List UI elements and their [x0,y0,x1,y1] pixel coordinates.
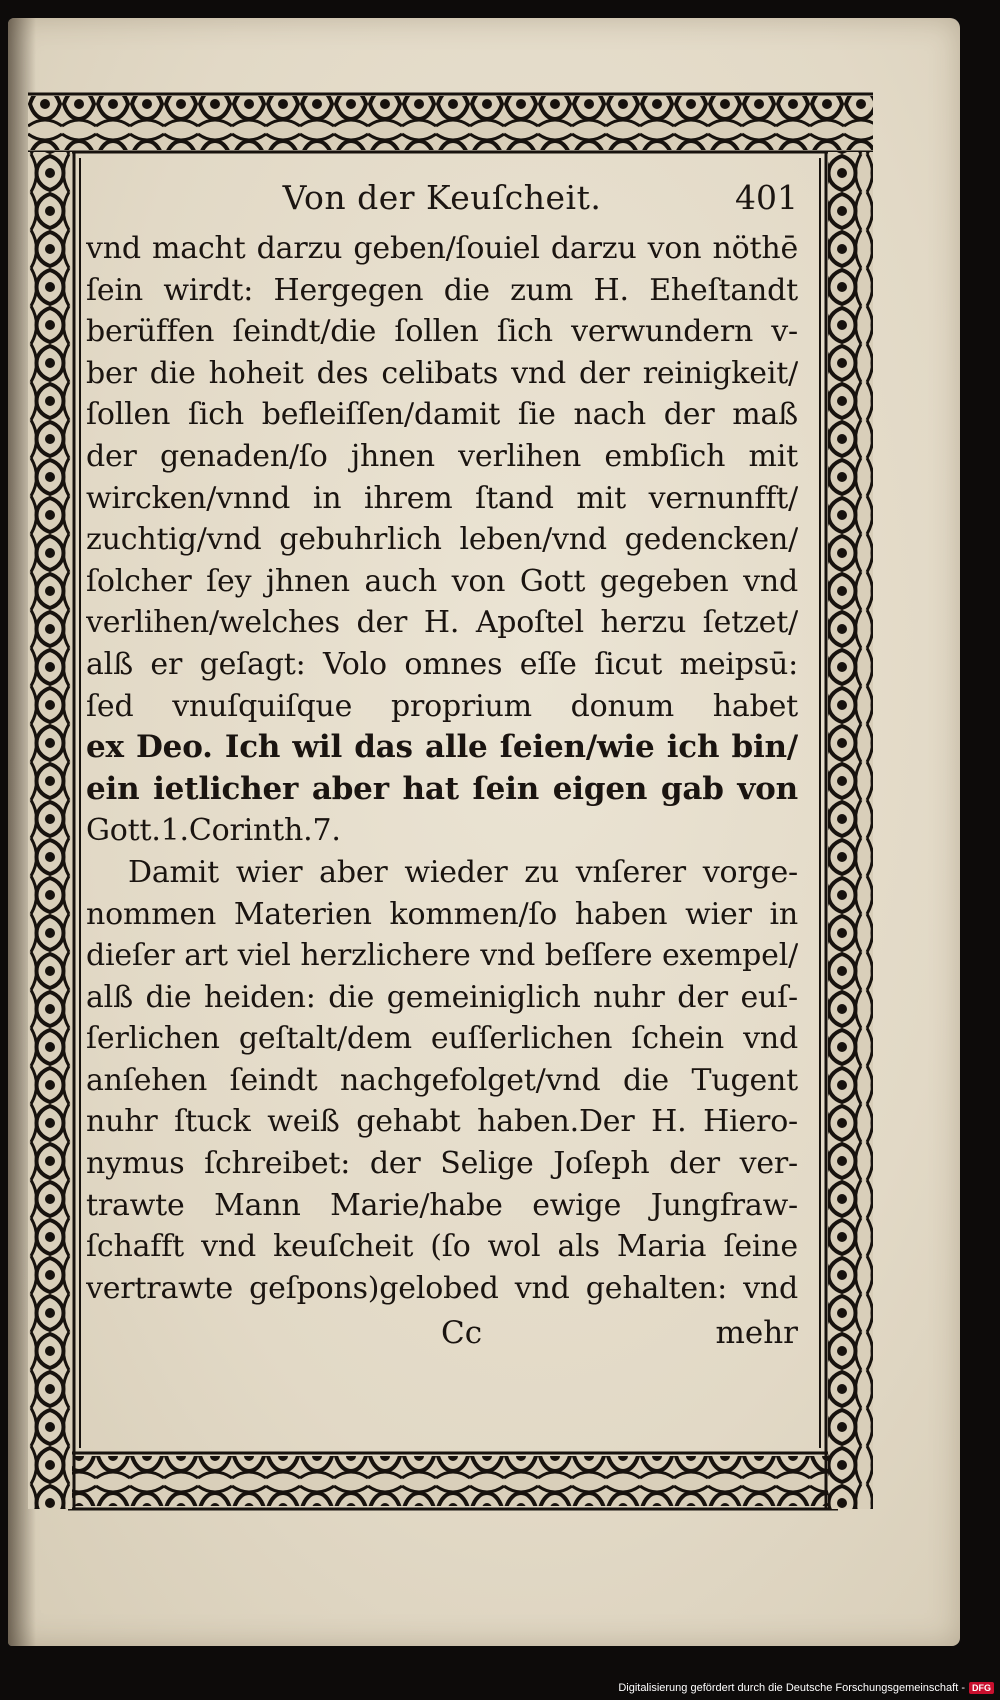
text-line: ſerlichen geſtalt/dem euſſerlichen ſchein vnd [86,1021,798,1057]
book-page [8,18,960,1646]
text-line: verlihen/welches der H. Apoſtel herzu ſetzet/ [86,605,798,641]
text-line: berüffen ſeindt/die ſollen ſich verwundern v- [86,314,798,350]
text-line: anſehen ſeindt nachgefolget/vnd die Tugent [86,1062,798,1098]
running-head [86,170,798,228]
dfg-badge: DFG [969,1682,994,1694]
text-line: alß er geſagt: Volo omnes eſſe ſicut meipsū: [86,646,798,682]
digitization-credit [618,1682,994,1694]
body-text [86,228,798,1309]
text-line: ein ietlicher aber hat ſein eigen gab von [86,770,798,807]
text-block [86,170,798,1357]
text-line: nommen Materien kommen/ſo haben wier in [86,896,798,932]
text-line: vertrawte geſpons)gelobed vnd gehalten: vnd [86,1270,798,1306]
text-line: Gott.1.Corinth.7. [86,813,341,849]
text-line: ſed vnuſquiſque proprium donum habet [86,688,798,724]
text-line: Damit wier aber wieder zu vnſerer vorge- [128,854,798,890]
text-line: der genaden/ſo jhnen verlihen embſich mit [86,438,798,474]
text-line: ex Deo. Ich wil das alle ſeien/wie ich bin/ [86,729,798,766]
text-line: zuchtig/vnd gebuhrlich leben/vnd gedencken/ [86,522,798,558]
credit-text: Digitalisierung gefördert durch die Deutsche Forschungsgemeinschaft - [618,1682,965,1694]
text-line: ſollen ſich befleiſſen/damit ſie nach der maß [86,397,798,433]
running-head-title: Von der Keuſcheit. [282,178,602,217]
text-line: dieſer art viel herzlichere vnd beſſere exempel/ [86,938,798,974]
text-line: nymus ſchreibet: der Selige Joſeph der ver- [86,1146,798,1182]
signature-mark: Cc [441,1315,483,1352]
text-line: vnd macht darzu geben/ſouiel darzu von nöthē [86,231,798,266]
text-line: ber die hoheit des celibats vnd der reinigkeit/ [86,355,798,391]
catchline [86,1311,798,1357]
text-line: trawte Mann Marie/habe ewige Jungfraw- [86,1187,798,1223]
text-line: wircken/vnnd in ihrem ſtand mit vernunfft/ [86,480,798,516]
catchword: mehr [715,1315,798,1352]
text-line: ſchafft vnd keuſcheit (ſo wol als Maria ſeine [86,1229,798,1265]
text-line: ſolcher ſey jhnen auch von Gott gegeben vnd [86,563,798,599]
text-line: nuhr ſtuck weiß gehabt haben.Der H. Hiero- [86,1104,798,1140]
text-line: ſein wirdt: Hergegen die zum H. Eheſtandt [86,272,798,308]
page-number: 401 [735,178,798,217]
text-line: alß die heiden: die gemeiniglich nuhr der euſ- [86,979,798,1015]
